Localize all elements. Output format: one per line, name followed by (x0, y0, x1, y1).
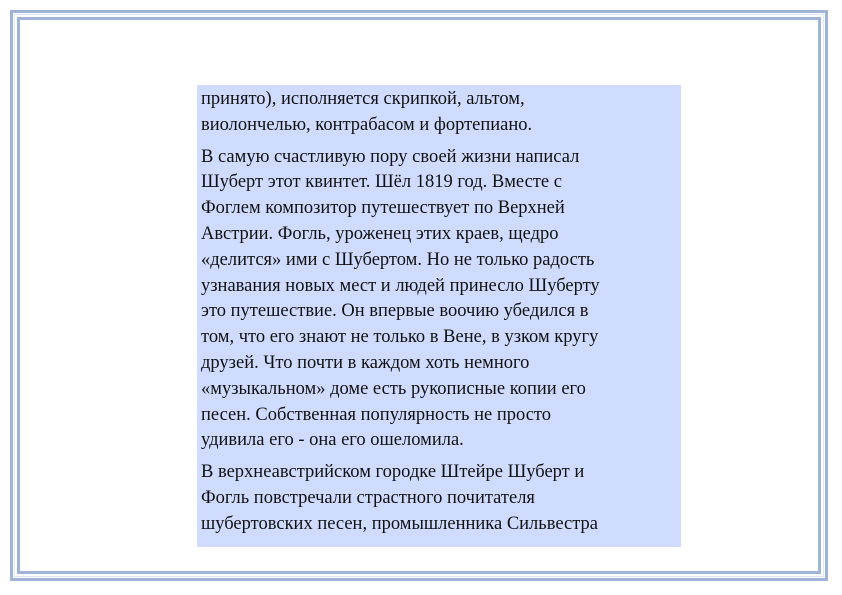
text-line: виолончелью, контрабасом и фортепиано. (201, 114, 533, 135)
paragraph-1 (201, 87, 677, 139)
text-line: друзей. Что почти в каждом хоть немного (201, 352, 530, 373)
text-line: В самую счастливую пору своей жизни написал (201, 146, 580, 167)
text-line: Австрии. Фогль, уроженец этих краев, щедро (201, 223, 559, 244)
paragraph-2 (201, 145, 677, 455)
paragraph-3 (201, 460, 677, 537)
text-line: Фоглем композитор путешествует по Верхней (201, 198, 565, 219)
text-line: шубертовских песен, промышленника Сильвестра (201, 513, 599, 534)
text-line: песен. Собственная популярность не просто (201, 404, 552, 425)
text-line: удивила его - она его ошеломила. (201, 430, 464, 451)
text-line: это путешествие. Он впервые воочию убедился в (201, 301, 589, 322)
text-line: том, что его знают не только в Вене, в узком кругу (201, 327, 599, 348)
text-line: принято), исполняется скрипкой, альтом, (201, 89, 525, 109)
text-line: «делится» ими с Шубертом. Но не только радость (201, 249, 595, 270)
text-line: Фогль повстречали страстного почитателя (201, 487, 535, 508)
text-line: «музыкальном» доме есть рукописные копии его (201, 378, 586, 399)
text-line: Шуберт этот квинтет. Шёл 1819 год. Вместе с (201, 172, 562, 193)
text-line: В верхнеавстрийском городке Штейре Шуберт и (201, 462, 585, 483)
text-line: узнавания новых мест и людей принесло Шуберту (201, 275, 600, 296)
text-box (197, 85, 681, 547)
